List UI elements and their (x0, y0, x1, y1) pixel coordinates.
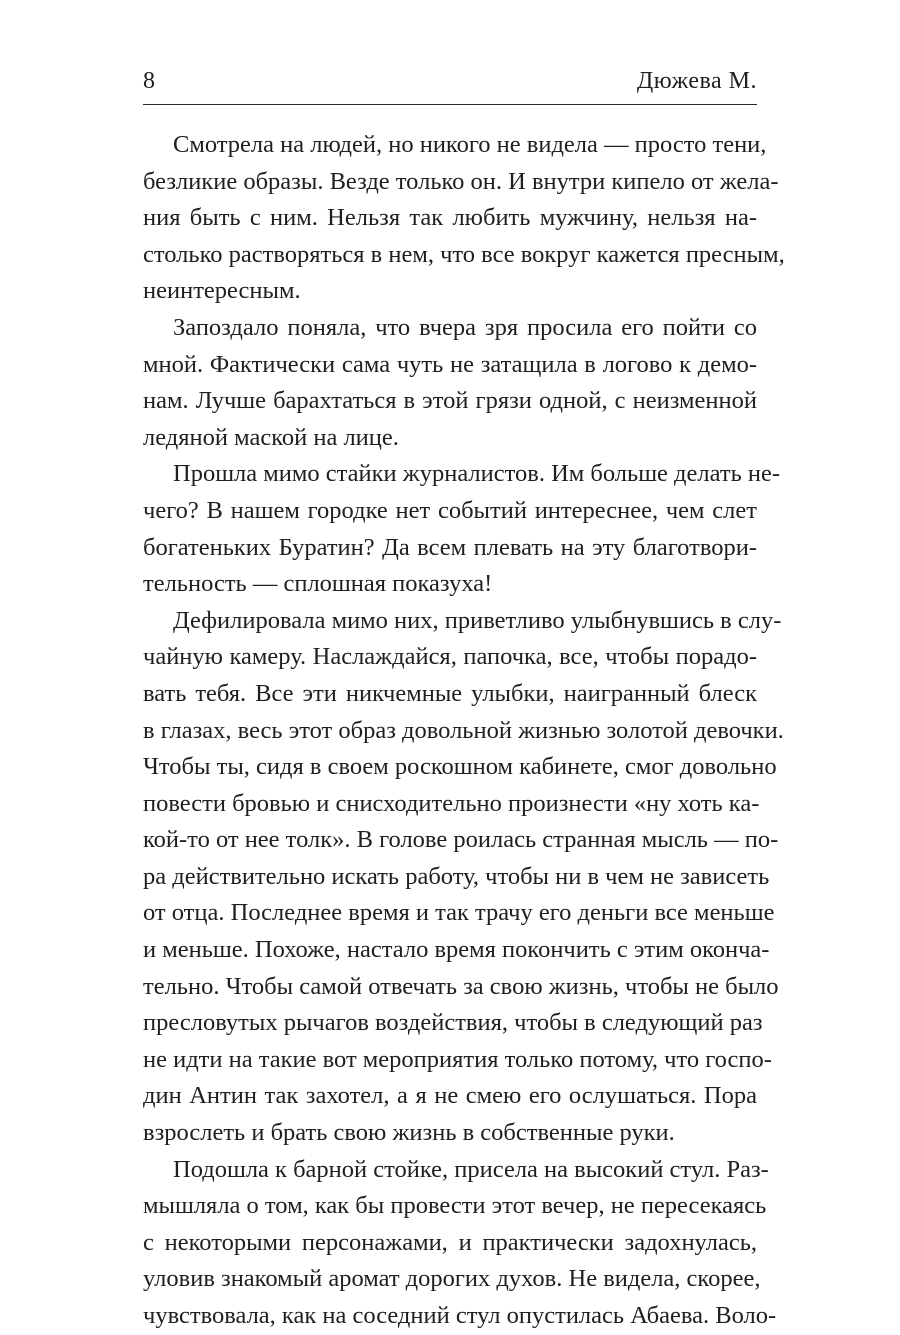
text-line: повести бровью и снисходительно произнести «ну хоть ка- (143, 789, 760, 817)
text-line: Прошла мимо стайки журналистов. Им больше делать не- (173, 460, 781, 488)
text-line: столько растворяться в нем, что все вокруг кажется пресным, (143, 240, 785, 268)
text-line: мышляла о том, как бы провести этот вечер, не пересекаясь (143, 1192, 767, 1220)
text-line: нам. Лучше барахтаться в этой грязи одной, с неизменной (143, 387, 757, 415)
text-line: неинтересным. (143, 277, 301, 305)
running-head-author: Дюжева М. (636, 68, 757, 94)
paragraph (143, 603, 784, 1152)
text-line: ния быть с ним. Нельзя так любить мужчину, нельзя на- (143, 204, 757, 232)
text-line: дин Антин так захотел, а я не смею его ослушаться. Пора (143, 1082, 757, 1110)
text-line: Подошла к барной стойке, присела на высокий стул. Раз- (173, 1155, 769, 1183)
text-line: пресловутых рычагов воздействия, чтобы в следующий раз (143, 1009, 763, 1037)
paragraph (143, 310, 757, 456)
text-line: взрослеть и брать свою жизнь в собственные руки. (143, 1119, 675, 1147)
text-line: ра действительно искать работу, чтобы ни в чем не зависеть (143, 862, 770, 890)
paragraph (143, 127, 785, 310)
text-line: чего? В нашем городке нет событий интереснее, чем слет (143, 496, 757, 524)
paragraph (143, 456, 781, 602)
page-number: 8 (143, 68, 155, 94)
text-line: Дефилировала мимо них, приветливо улыбнувшись в слу- (173, 606, 782, 634)
text-line: и меньше. Похоже, настало время покончить с этим оконча- (143, 936, 770, 964)
page-header (143, 66, 757, 105)
text-line: кой-то от нее толк». В голове роилась странная мысль — по- (143, 826, 779, 854)
text-line: тельно. Чтобы самой отвечать за свою жизнь, чтобы не было (143, 972, 779, 1000)
text-line: в глазах, весь этот образ довольной жизнью золотой девочки. (143, 716, 784, 744)
text-line: Чтобы ты, сидя в своем роскошном кабинете, смог довольно (143, 753, 777, 781)
text-line: с некоторыми персонажами, и практически задохнулась, (143, 1228, 757, 1256)
text-line: чувствовала, как на соседний стул опустилась Абаева. Воло- (143, 1302, 777, 1329)
text-line: ледяной маской на лице. (143, 423, 399, 451)
text-line: мной. Фактически сама чуть не затащила в логово к демо- (143, 350, 757, 378)
text-line: не идти на такие вот мероприятия только потому, что госпо- (143, 1045, 772, 1073)
text-line: богатеньких Буратин? Да всем плевать на эту благотвори- (143, 533, 757, 561)
text-line: Смотрела на людей, но никого не видела — просто тени, (173, 131, 767, 158)
text-line: от отца. Последнее время и так трачу его деньги все меньше (143, 899, 775, 927)
paragraph (143, 1152, 777, 1335)
text-line: тельность — сплошная показуха! (143, 570, 493, 598)
text-line: чайную камеру. Наслаждайся, папочка, все, чтобы порадо- (143, 643, 757, 671)
text-line: безликие образы. Везде только он. И внутри кипело от жела- (143, 167, 779, 195)
text-line: вать тебя. Все эти никчемные улыбки, наигранный блеск (143, 679, 757, 707)
body-text (143, 127, 785, 1335)
text-line: уловив знакомый аромат дорогих духов. Не видела, скорее, (143, 1265, 761, 1293)
text-line: Запоздало поняла, что вчера зря просила его пойти со (173, 313, 757, 341)
